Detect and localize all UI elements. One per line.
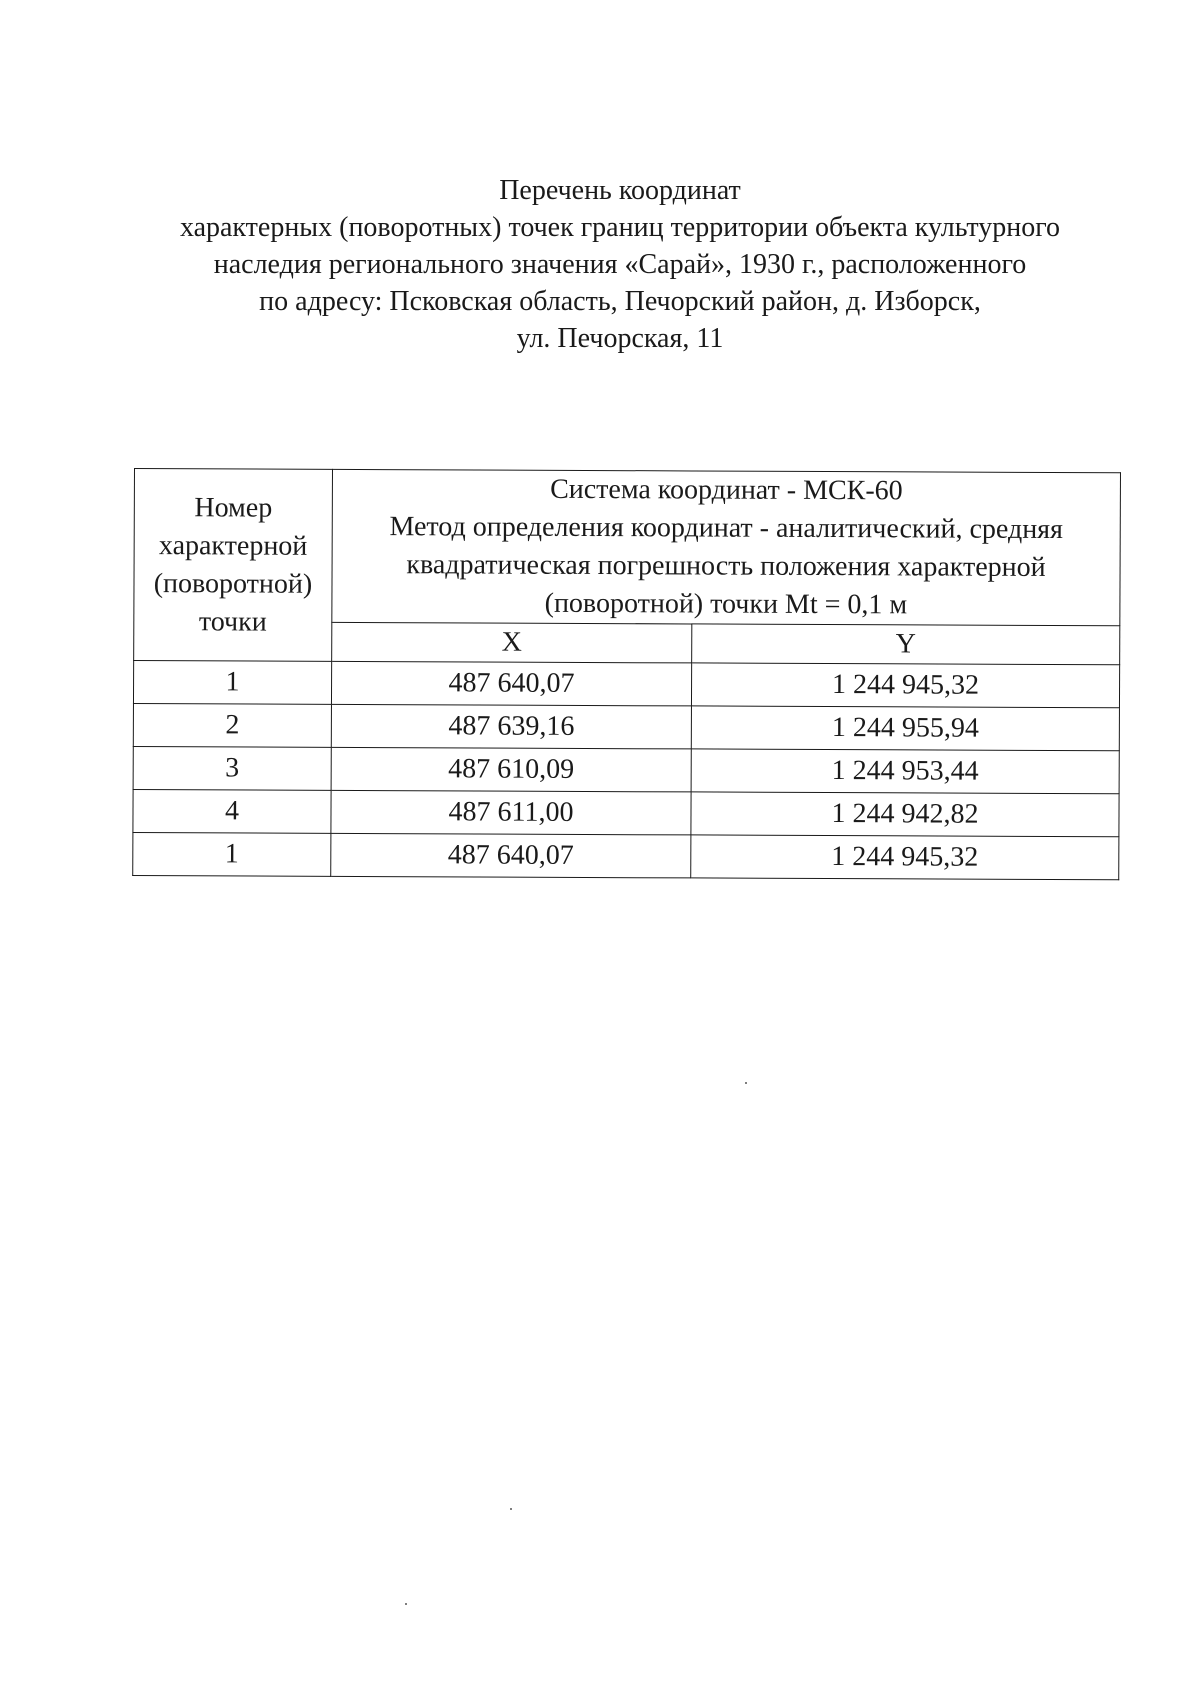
title-line-1: Перечень координат [499, 175, 741, 206]
x-coordinate-cell: 487 640,07 [331, 661, 691, 706]
point-number-header [134, 469, 333, 662]
y-coordinate-cell: 1 244 945,32 [691, 835, 1119, 880]
table-header-row [134, 469, 1121, 626]
document-title [100, 172, 1140, 357]
title-line-4: по адресу: Псковская область, Печорский район, д. Изборск, [259, 286, 981, 317]
table-row [133, 789, 1119, 836]
y-coordinate-cell: 1 244 953,44 [691, 749, 1119, 794]
coordinates-table [132, 468, 1121, 880]
point-header-line: (поворотной) [153, 567, 313, 600]
point-header-line: точки [198, 605, 267, 638]
title-line-2: характерных (поворотных) точек границ территории объекта культурного [179, 212, 1061, 243]
point-header-line: Номер [194, 491, 273, 524]
x-coordinate-cell: 487 611,00 [331, 790, 691, 835]
table-row [133, 832, 1119, 879]
x-coordinate-cell: 487 640,07 [331, 833, 691, 878]
title-line-3: наследия регионального значения «Сарай», 1930 г., расположенного [213, 249, 1027, 280]
system-header-line: Система координат - МСК-60 [550, 473, 903, 507]
scan-speck [510, 1508, 512, 1510]
scan-speck [405, 1603, 407, 1605]
point-number-cell: 2 [133, 703, 331, 747]
y-column-header: Y [692, 624, 1120, 665]
x-column-header: X [332, 622, 692, 663]
coordinate-system-header [332, 469, 1121, 625]
point-number-cell: 1 [133, 661, 331, 705]
table-row [133, 746, 1119, 793]
system-header-line: квадратическая погрешность положения характерной [406, 549, 1046, 583]
table-row [133, 661, 1119, 708]
x-coordinate-cell: 487 610,09 [331, 747, 691, 792]
point-number-cell: 1 [133, 832, 331, 876]
scan-speck [745, 1082, 747, 1084]
system-header-line: (поворотной) точки Mt = 0,1 м [544, 587, 908, 621]
y-coordinate-cell: 1 244 955,94 [691, 706, 1119, 751]
point-header-line: характерной [158, 529, 308, 562]
title-line-5: ул. Печорская, 11 [516, 323, 724, 354]
table-row [133, 703, 1119, 750]
point-number-cell: 4 [133, 789, 331, 833]
point-number-cell: 3 [133, 746, 331, 790]
system-header-line: Метод определения координат - аналитический, средняя [389, 511, 1064, 546]
y-coordinate-cell: 1 244 942,82 [691, 792, 1119, 837]
y-coordinate-cell: 1 244 945,32 [691, 663, 1119, 708]
x-coordinate-cell: 487 639,16 [331, 704, 691, 749]
